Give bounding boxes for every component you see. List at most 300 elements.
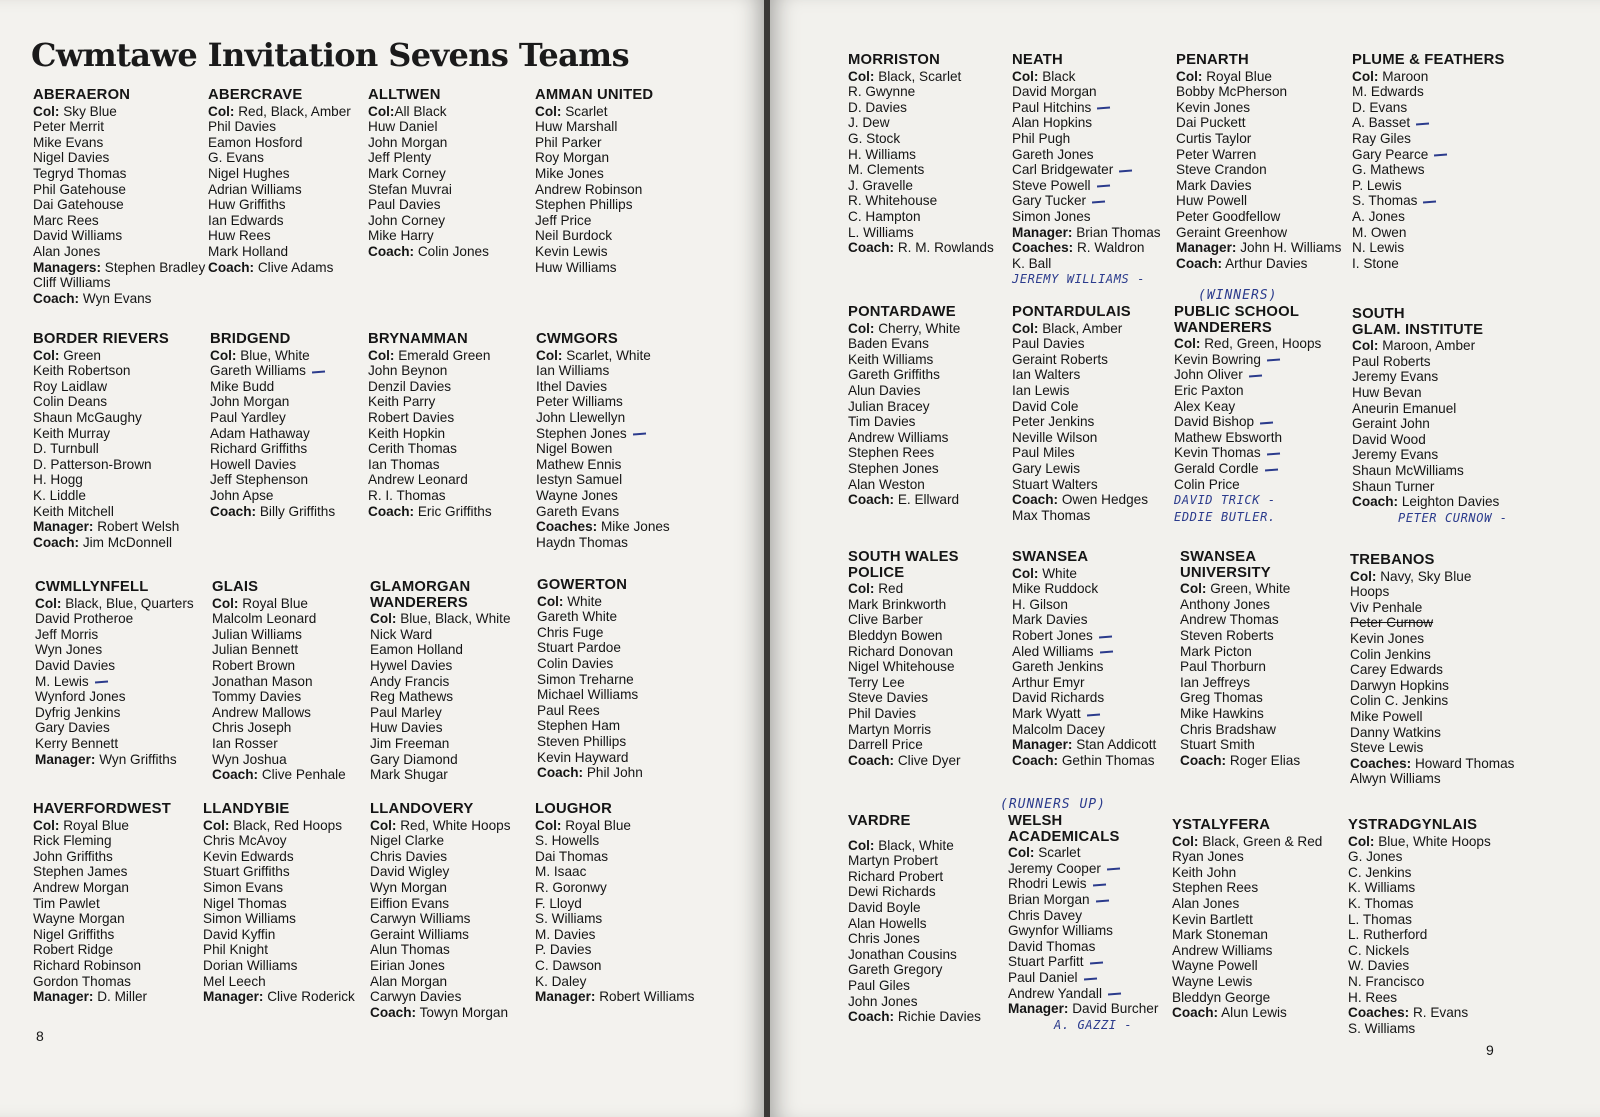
detail-text: Red, Black, Amber (234, 103, 351, 119)
detail-text: Dyfrig Jenkins (35, 704, 121, 720)
player-name (212, 705, 346, 721)
detail-text: Stephen Jones (848, 460, 939, 476)
detail-text: Wyn Joshua (212, 751, 287, 767)
player-name (370, 833, 511, 849)
team-name: WELSH (1008, 813, 1063, 829)
detail-text: Kevin Bartlett (1172, 911, 1253, 927)
player-name (212, 674, 346, 690)
player-name (370, 767, 511, 783)
player-name (1350, 740, 1514, 756)
player-name (848, 612, 961, 628)
detail-label: Manager: (203, 989, 264, 1005)
player-name (848, 178, 994, 194)
handwritten-runners-up: (RUNNERS UP) (1000, 797, 1106, 812)
player-name (1348, 896, 1491, 912)
detail-text: Cliff Williams (33, 275, 111, 291)
detail-label: Col: (848, 581, 875, 597)
detail-text: Peter Warren (1176, 146, 1257, 162)
detail-text: Jim Freeman (370, 735, 450, 751)
detail-text: Steve Lewis (1350, 740, 1424, 756)
detail-text: Sky Blue (59, 103, 117, 119)
player-name (1352, 193, 1505, 209)
player-name (848, 900, 981, 916)
pen-tick-mark (1093, 884, 1106, 886)
detail-text: Mark Davies (1012, 612, 1088, 628)
pen-tick-mark (1107, 868, 1120, 870)
player-name (1008, 954, 1158, 970)
pen-tick-mark (1265, 468, 1278, 470)
detail-text: Mark Brinkworth (848, 596, 947, 612)
player-name (208, 182, 351, 198)
player-name (848, 477, 960, 493)
team-name: WANDERERS (1174, 319, 1272, 336)
team-detail (1352, 338, 1508, 354)
detail-label: Manager: (33, 989, 94, 1005)
detail-label: Coach: (848, 1009, 895, 1025)
team-name: PONTARDAWE (848, 304, 956, 320)
player-name (848, 461, 960, 477)
detail-text: Curtis Taylor (1176, 130, 1252, 146)
team-detail (1176, 256, 1341, 272)
player-name (848, 336, 960, 352)
detail-text: Blue, White (236, 347, 310, 363)
detail-text: Andrew Leonard (368, 472, 468, 488)
team-detail (370, 1005, 511, 1021)
player-name (1352, 416, 1508, 432)
detail-text: Nigel Davies (33, 150, 110, 166)
player-name (1348, 943, 1491, 959)
team-swansea-university (1180, 550, 1300, 768)
team-border-rievers (33, 332, 179, 550)
team-name: CWMLLYNFELL (35, 579, 149, 595)
detail-text: Mike Powell (1350, 708, 1423, 724)
detail-label: Coach: (210, 503, 257, 519)
team-name: MORRISTON (848, 52, 940, 68)
detail-text: Stephen Jones (536, 425, 627, 441)
detail-label: Col: (368, 347, 395, 363)
player-name (1012, 430, 1148, 446)
player-name (1352, 162, 1505, 178)
detail-text: Maroon, Amber (1378, 338, 1476, 354)
player-name (33, 166, 205, 182)
detail-text: Viv Penhale (1350, 599, 1423, 615)
detail-text: A. Jones (1352, 208, 1405, 224)
team-detail (1012, 737, 1156, 753)
player-name (210, 363, 335, 379)
player-name (33, 135, 205, 151)
detail-text: L. Rutherford (1348, 927, 1428, 943)
player-name (370, 896, 511, 912)
detail-text: Red, White Hoops (396, 817, 511, 833)
team-name: WANDERERS (370, 594, 468, 611)
player-name (535, 213, 653, 229)
team-aberaeron (33, 88, 205, 306)
player-name (535, 244, 653, 260)
detail-text: Keith Murray (33, 425, 111, 441)
pen-tick-mark (1096, 899, 1109, 901)
detail-text: Tim Pawlet (33, 895, 100, 911)
team-abercrave (208, 88, 351, 275)
team-swansea (1012, 550, 1156, 768)
player-name (370, 689, 511, 705)
detail-text: Red (874, 581, 904, 597)
team-detail (1352, 69, 1505, 85)
detail-text: Owen Hedges (1058, 492, 1148, 508)
team-name: LLANDOVERY (370, 801, 474, 817)
detail-text: Malcolm Dacey (1012, 721, 1105, 737)
player-name (535, 135, 653, 151)
team-name: UNIVERSITY (1180, 564, 1271, 581)
team-name: BRYNAMMAN (368, 331, 468, 347)
player-name (1180, 706, 1300, 722)
detail-text: Shaun McGaughy (33, 409, 142, 425)
player-name (370, 720, 511, 736)
player-name (1176, 193, 1341, 209)
detail-text: M. Lewis (35, 673, 89, 689)
detail-text: David Wigley (370, 864, 450, 880)
detail-text: Dai Gatehouse (33, 197, 124, 213)
detail-text: Mark Shugar (370, 767, 448, 783)
detail-text: David Davies (35, 657, 116, 673)
detail-text: Billy Griffiths (256, 503, 336, 519)
detail-text: Eamon Hosford (208, 134, 303, 150)
detail-text: Kevin Bowring (1174, 351, 1261, 367)
player-name (1008, 986, 1158, 1002)
player-name (1348, 880, 1491, 896)
team-detail (1012, 566, 1156, 582)
detail-text: Nigel Hughes (208, 165, 290, 181)
detail-text: Gareth White (537, 609, 618, 625)
player-name (33, 441, 179, 457)
pen-tick-mark (1087, 713, 1100, 715)
player-name (210, 426, 335, 442)
team-detail (1012, 240, 1161, 256)
detail-text: John Corney (368, 212, 446, 228)
detail-text: L. Williams (848, 224, 914, 240)
player-name (212, 752, 346, 768)
player-name (537, 672, 643, 688)
detail-text: Ian Williams (536, 363, 610, 379)
team-name: CWMGORS (536, 331, 618, 347)
player-name (848, 853, 981, 869)
detail-text: D. Davies (848, 99, 907, 115)
player-name (1352, 479, 1508, 495)
player-name (536, 472, 670, 488)
team-name: HAVERFORDWEST (33, 801, 171, 817)
detail-label: Col: (848, 320, 875, 336)
player-name (537, 625, 643, 641)
detail-label: Manager: (1012, 224, 1073, 240)
detail-text: K. Williams (1348, 880, 1416, 896)
detail-text: Ian Walters (1012, 367, 1081, 383)
pen-tick-mark (1099, 635, 1112, 637)
team-name: ABERCRAVE (208, 87, 303, 103)
team-detail (848, 321, 960, 337)
detail-label: Col: (33, 817, 60, 833)
detail-text: S. Thomas (1352, 193, 1418, 209)
player-name (1352, 385, 1508, 401)
detail-label: Col: (848, 837, 875, 853)
player-name (368, 150, 489, 166)
player-name (1350, 709, 1514, 725)
team-name: BRIDGEND (210, 331, 291, 347)
detail-text: Alan Weston (848, 476, 925, 492)
player-name (1176, 131, 1341, 147)
detail-label: Coach: (368, 503, 415, 519)
player-name (1350, 678, 1514, 694)
player-name (1176, 162, 1341, 178)
detail-text: Jeff Stephenson (210, 472, 309, 488)
detail-text: Geraint Greenhow (1176, 224, 1288, 240)
detail-label: Col: (535, 817, 562, 833)
detail-text: Adrian Williams (208, 181, 302, 197)
detail-text: Clive Penhale (258, 767, 346, 783)
detail-text: Paul Rees (537, 702, 600, 718)
detail-text: Chris Davies (370, 848, 448, 864)
detail-text: D. Turnbull (33, 441, 99, 457)
detail-text: Andrew Robinson (535, 181, 643, 197)
team-detail (848, 753, 961, 769)
detail-text: Peter Merrit (33, 119, 105, 135)
detail-text: Huw Griffiths (208, 197, 286, 213)
player-name (1350, 615, 1514, 631)
player-name (537, 734, 643, 750)
player-name (1350, 771, 1514, 787)
player-name (1348, 912, 1491, 928)
player-name (33, 927, 171, 943)
detail-label: Col: (203, 817, 230, 833)
player-name (535, 849, 694, 865)
player-name (35, 658, 194, 674)
detail-text: Alan Jones (1172, 895, 1240, 911)
detail-text: Black, Blue, Quarters (61, 595, 194, 611)
detail-text: F. Lloyd (535, 895, 582, 911)
player-name (1012, 100, 1161, 116)
player-name (208, 150, 351, 166)
player-name (33, 244, 205, 260)
detail-text: R. Gwynne (848, 84, 916, 100)
team-name: PENARTH (1176, 52, 1249, 68)
player-name (212, 736, 346, 752)
player-name (848, 597, 961, 613)
player-name (1174, 352, 1321, 368)
player-name (368, 135, 489, 151)
player-name (1012, 659, 1156, 675)
player-name (212, 611, 346, 627)
detail-text: Jeremy Evans (1352, 369, 1439, 385)
detail-text: Neville Wilson (1012, 429, 1098, 445)
player-name (33, 426, 179, 442)
detail-text: Colin Jones (414, 243, 489, 259)
player-name (212, 658, 346, 674)
detail-text: Nigel Whitehouse (848, 659, 955, 675)
player-name (1172, 912, 1322, 928)
player-name (535, 833, 694, 849)
detail-text: Robert Jones (1012, 627, 1093, 643)
detail-text: Stephen Bradley (101, 259, 206, 275)
player-name (1012, 147, 1161, 163)
team-detail (1348, 834, 1491, 850)
team-gowerton (537, 578, 643, 781)
player-name (1008, 861, 1158, 877)
player-name (33, 457, 179, 473)
detail-text: G. Evans (208, 150, 264, 166)
detail-text: Wayne Morgan (33, 911, 125, 927)
team-name: VARDRE (848, 813, 911, 829)
detail-text: Mike Ruddock (1012, 581, 1099, 597)
detail-text: Howard Thomas (1411, 755, 1515, 771)
detail-label: Col: (370, 611, 397, 627)
detail-text: Michael Williams (537, 687, 639, 703)
detail-text: Rick Fleming (33, 833, 112, 849)
detail-text: David Protheroe (35, 611, 134, 627)
detail-text: Wyn Jones (35, 642, 103, 658)
detail-text: Keith Williams (848, 351, 934, 367)
player-name (535, 166, 653, 182)
detail-text: John Jones (848, 993, 918, 1009)
player-name (1172, 943, 1322, 959)
player-name (848, 115, 994, 131)
detail-text: Kevin Thomas (1174, 445, 1261, 461)
detail-text: Geraint John (1352, 416, 1430, 432)
detail-text: R. Whitehouse (848, 193, 938, 209)
player-name (537, 718, 643, 734)
team-detail (848, 240, 994, 256)
pen-tick-mark (1119, 169, 1132, 171)
player-name (368, 410, 492, 426)
detail-text: Keith Hopkin (368, 425, 446, 441)
team-name: YSTRADGYNLAIS (1348, 817, 1478, 833)
player-name (1350, 584, 1514, 600)
player-name (370, 642, 511, 658)
detail-text: Huw Bevan (1352, 384, 1422, 400)
detail-text: Stuart Griffiths (203, 864, 290, 880)
player-name (1352, 240, 1505, 256)
player-name (1180, 722, 1300, 738)
team-detail (210, 348, 335, 364)
player-name (35, 705, 194, 721)
player-name (848, 131, 994, 147)
detail-text: Shaun McWilliams (1352, 462, 1464, 478)
player-name (208, 135, 351, 151)
player-name (537, 609, 643, 625)
player-name (1350, 631, 1514, 647)
detail-text: Andrew Thomas (1180, 612, 1279, 628)
detail-text: Richard Probert (848, 868, 944, 884)
handwritten-text: A. GAZZI - (1054, 1017, 1133, 1032)
detail-label: Col: (1180, 581, 1207, 597)
detail-text: Alun Thomas (370, 942, 450, 958)
detail-text: David Kyffin (203, 926, 276, 942)
detail-text: A. Basset (1352, 115, 1411, 131)
detail-text: Black, Green & Red (1198, 833, 1323, 849)
detail-label: Coach: (208, 259, 255, 275)
player-name (535, 260, 653, 276)
player-name (1352, 463, 1508, 479)
team-brynamman (368, 332, 492, 519)
pen-tick-mark (312, 370, 325, 372)
detail-label: Col: (1012, 565, 1039, 581)
player-name (1172, 974, 1322, 990)
detail-text: John Beynon (368, 363, 448, 379)
detail-text: Stuart Parfitt (1008, 954, 1084, 970)
detail-label: Col: (1350, 568, 1377, 584)
team-detail (370, 818, 511, 834)
team-detail (33, 818, 171, 834)
pen-tick-mark (1249, 375, 1262, 377)
detail-text: Navy, Sky Blue (1376, 568, 1472, 584)
player-name (1012, 115, 1161, 131)
player-name (212, 627, 346, 643)
detail-text: Martyn Probert (848, 853, 938, 869)
detail-text: John Morgan (210, 394, 290, 410)
detail-text: Stephen Rees (848, 445, 935, 461)
player-name (535, 119, 653, 135)
team-cwmllynfell (35, 580, 194, 767)
detail-text: Clive Dyer (894, 752, 961, 768)
handwritten-note (1174, 492, 1321, 509)
detail-text: C. Hampton (848, 208, 921, 224)
team-amman-united (535, 88, 653, 275)
detail-text: Julian Bracey (848, 398, 930, 414)
detail-text: Royal Blue (238, 595, 308, 611)
detail-text: J. Dew (848, 115, 890, 131)
player-name (848, 414, 960, 430)
detail-text: Stephen Rees (1172, 880, 1259, 896)
player-name (1180, 690, 1300, 706)
team-south-wales-police (848, 550, 961, 768)
player-name (1012, 628, 1156, 644)
detail-text: David Thomas (1008, 938, 1096, 954)
player-name (33, 213, 205, 229)
team-detail (210, 504, 335, 520)
handwritten-note (1174, 509, 1321, 526)
detail-text: S. Williams (1348, 1020, 1416, 1036)
detail-text: Bleddyn Bowen (848, 627, 943, 643)
team-detail (1348, 1005, 1491, 1021)
detail-text: Jim McDonnell (79, 534, 172, 550)
detail-text: R. Evans (1409, 1005, 1469, 1021)
detail-text: Mike Harry (368, 228, 434, 244)
detail-text: Ray Giles (1352, 130, 1411, 146)
detail-text: Iestyn Samuel (536, 472, 623, 488)
detail-text: R. I. Thomas (368, 487, 446, 503)
detail-text: Mark Stoneman (1172, 927, 1268, 943)
detail-text: Wayne Powell (1172, 958, 1258, 974)
detail-text: Phil Davies (848, 705, 916, 721)
player-name (848, 352, 960, 368)
detail-text: Gary Lewis (1012, 460, 1080, 476)
player-name (1176, 225, 1341, 241)
detail-text: E. Ellward (894, 492, 960, 508)
team-llandybie (203, 802, 355, 1005)
detail-label: Col: (368, 103, 395, 119)
player-name (370, 989, 511, 1005)
team-name: POLICE (848, 564, 905, 581)
detail-text: Maroon (1378, 68, 1429, 84)
detail-label: Col: (1012, 68, 1039, 84)
detail-text: Terry Lee (848, 674, 905, 690)
detail-text: H. Gilson (1012, 596, 1068, 612)
detail-text: Alun Davies (848, 382, 921, 398)
player-name (33, 504, 179, 520)
detail-text: Gary Diamond (370, 751, 458, 767)
player-name (370, 864, 511, 880)
player-name (1172, 990, 1322, 1006)
detail-text: Mike Jones (597, 519, 670, 535)
detail-text: H. Rees (1348, 989, 1398, 1005)
detail-text: R. Goronwy (535, 879, 607, 895)
